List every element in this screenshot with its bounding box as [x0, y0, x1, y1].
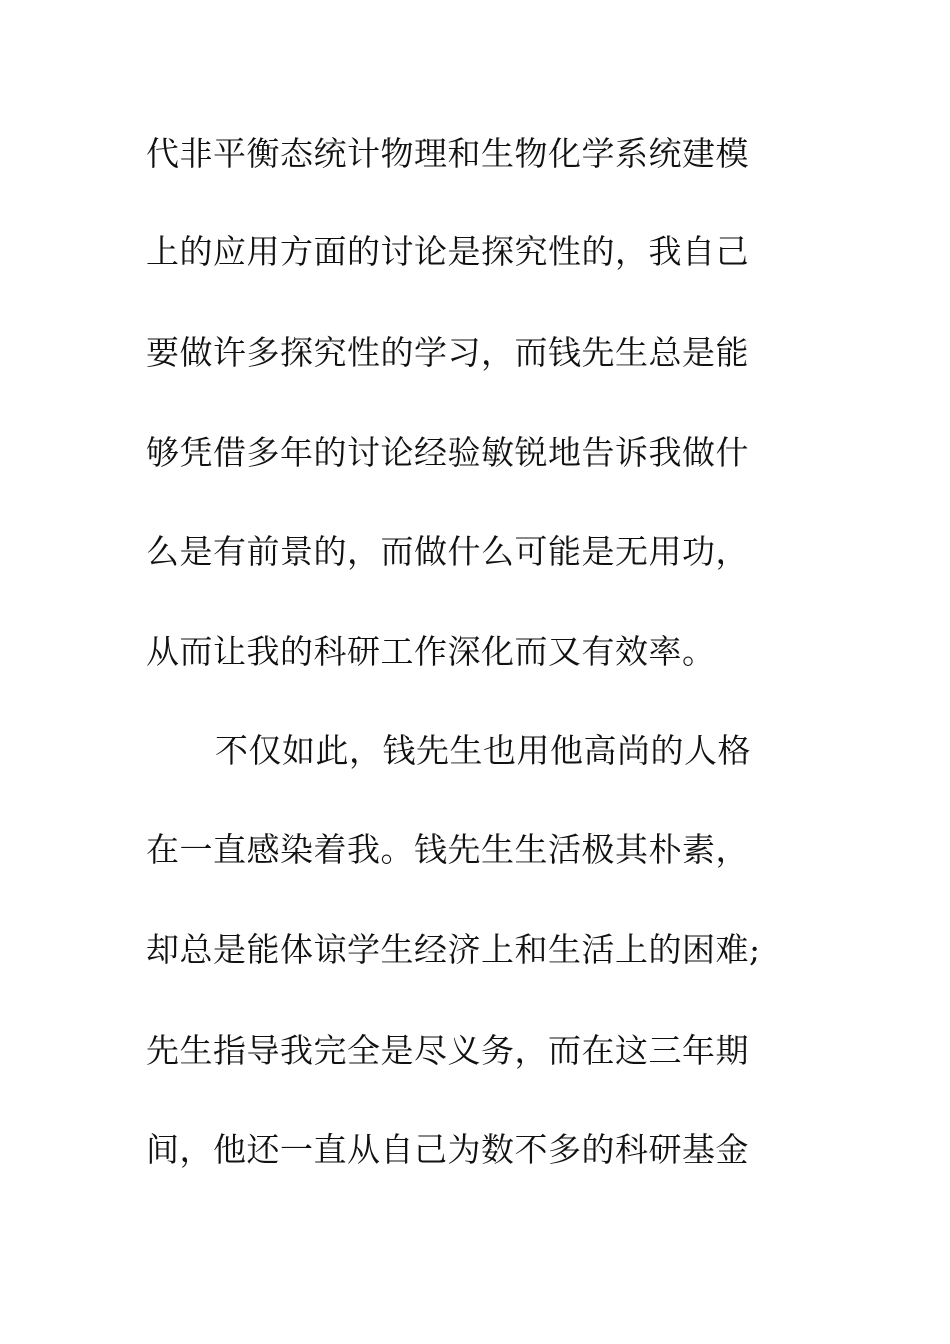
text-line: 上的应用方面的讨论是探究性的，我自己: [146, 232, 749, 271]
text-line: 代非平衡态统计物理和生物化学系统建模: [146, 134, 749, 173]
text-line: 么是有前景的，而做什么可能是无用功，: [146, 532, 749, 571]
paragraph-first-line: 不仅如此，钱先生也用他高尚的人格: [215, 731, 751, 770]
text-line: 够凭借多年的讨论经验敏锐地告诉我做什: [146, 433, 749, 472]
text-line: 从而让我的科研工作深化而又有效率。: [146, 632, 716, 671]
text-line: 要做许多探究性的学习，而钱先生总是能: [146, 333, 749, 372]
text-line: 间，他还一直从自己为数不多的科研基金: [146, 1130, 749, 1169]
text-line: 先生指导我完全是尽义务，而在这三年期: [146, 1031, 749, 1070]
text-line: 在一直感染着我。钱先生生活极其朴素，: [146, 830, 749, 869]
text-line: 却总是能体谅学生经济上和生活上的困难;: [146, 930, 761, 969]
